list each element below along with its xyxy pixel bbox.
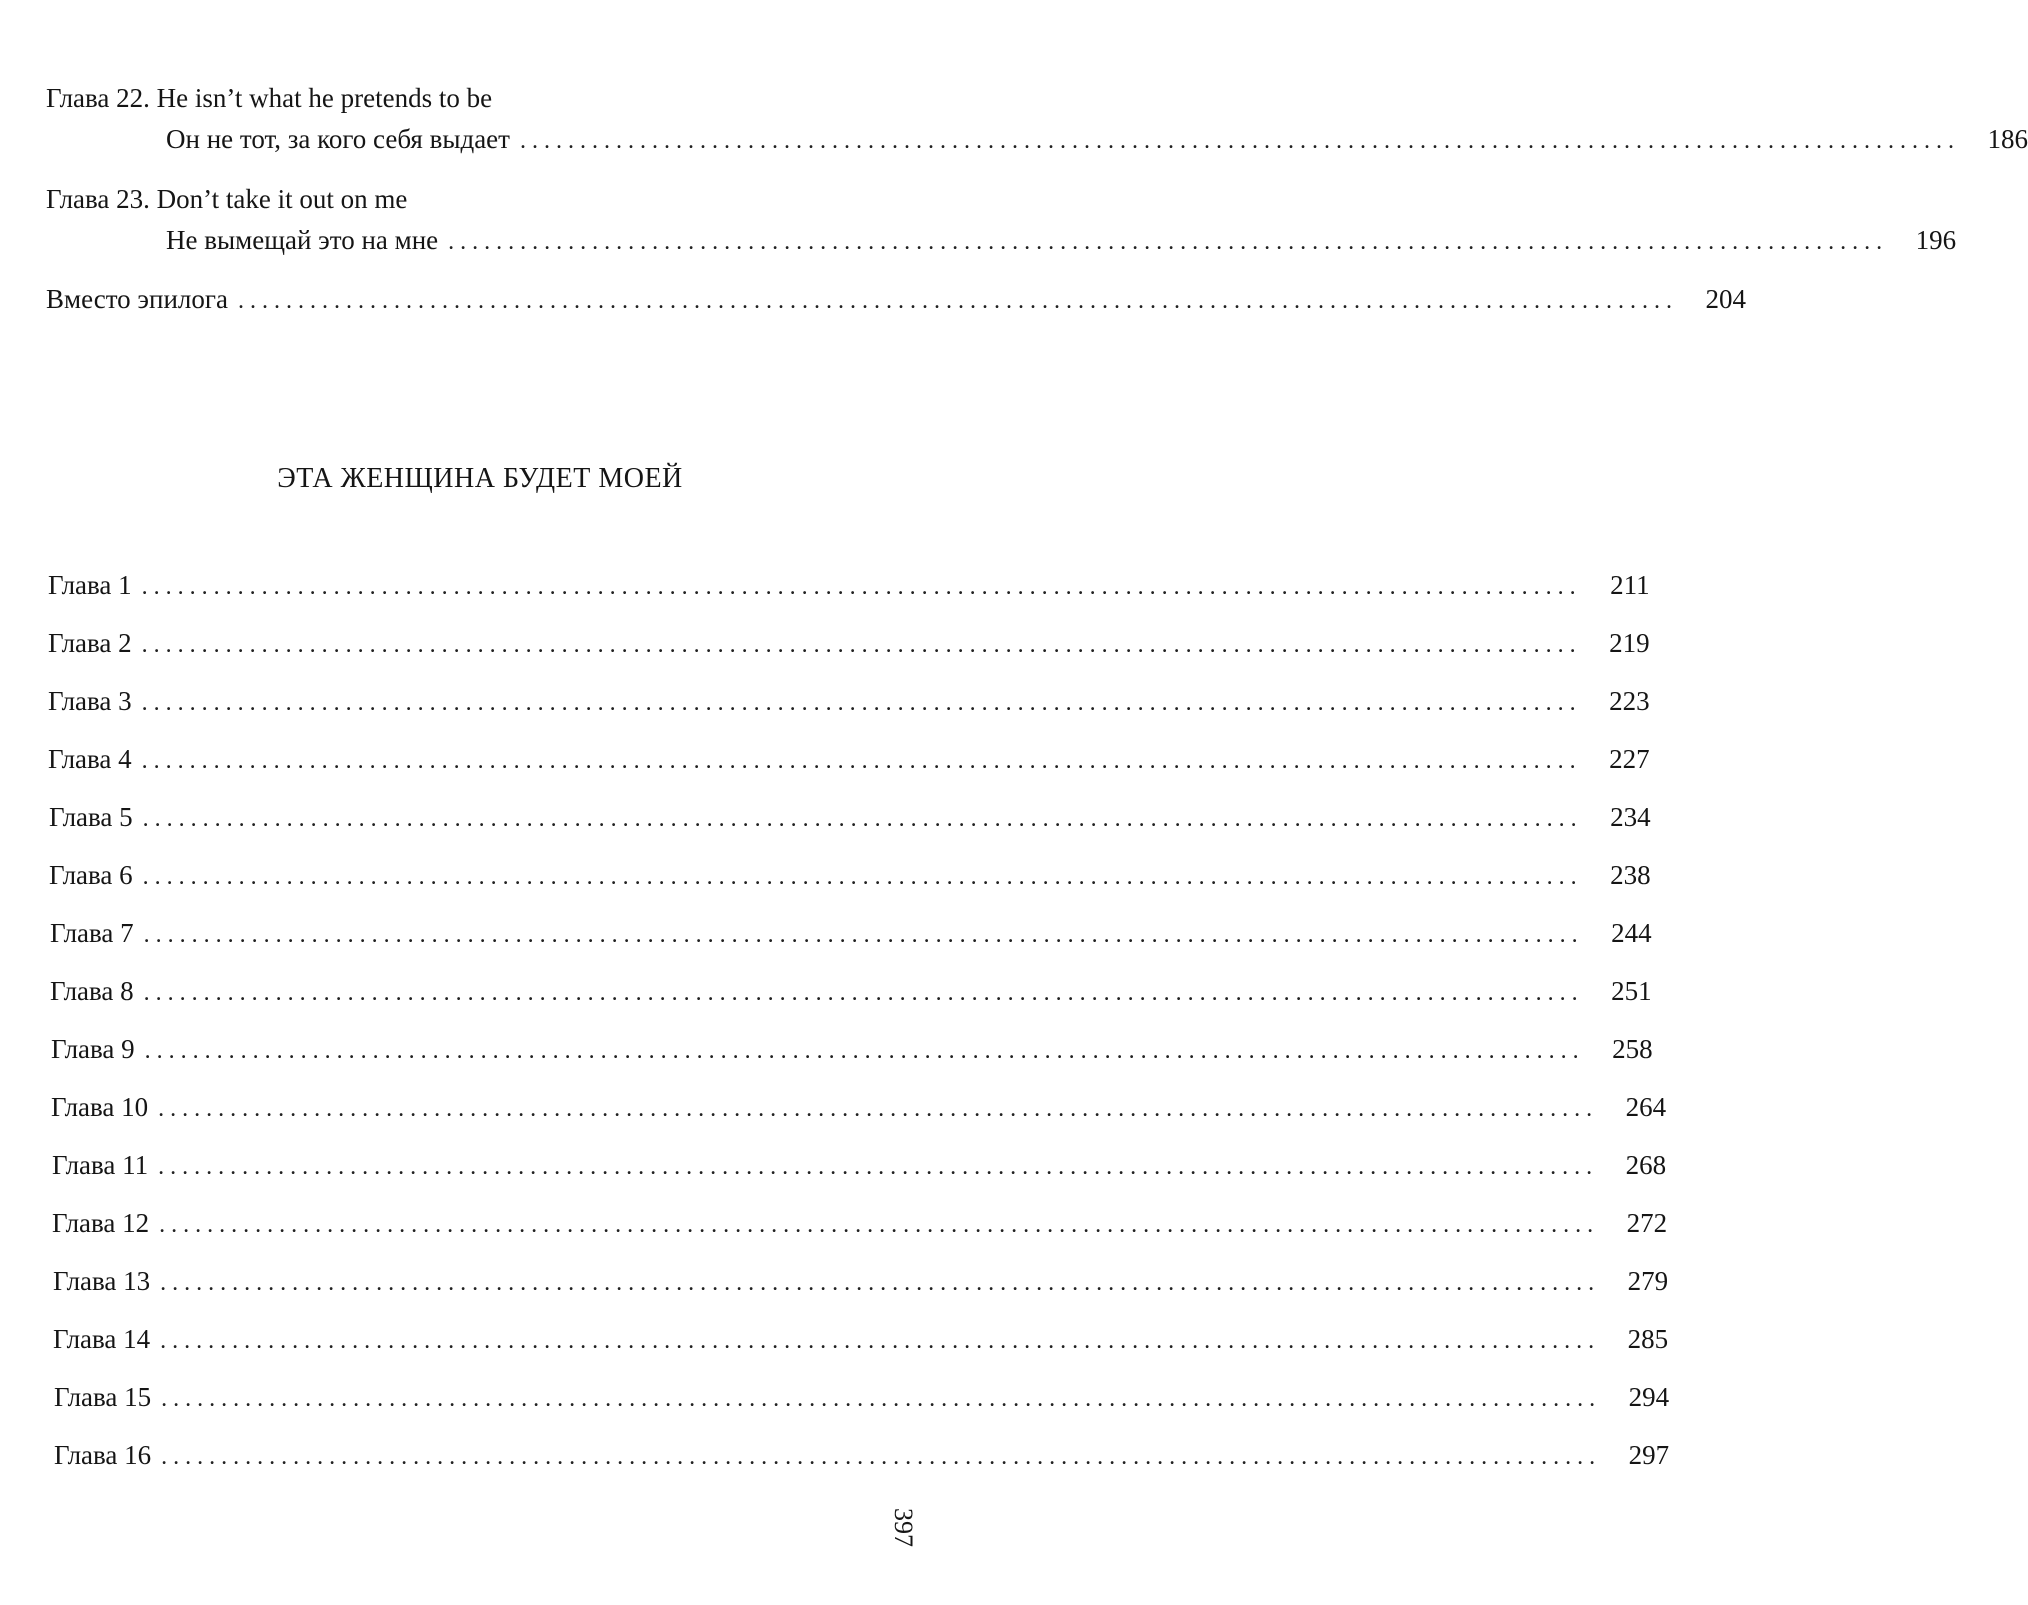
toc-chapter-22-heading	[46, 81, 492, 115]
dot-leader: ........................................................................................................................	[144, 1038, 1585, 1064]
chapter-label: Глава 1	[48, 570, 132, 600]
toc-entry	[54, 1438, 1670, 1474]
chapter-label: Глава 9	[51, 1034, 135, 1064]
toc-entry	[49, 800, 1651, 836]
chapter-label: Глава 2	[48, 628, 132, 658]
dot-leader: ........................................................................................................................	[141, 748, 1582, 774]
chapter-page-number: 244	[1611, 918, 1652, 948]
chapter-page-number: 211	[1610, 570, 1650, 600]
epilogue-page-number: 204	[1705, 284, 1746, 314]
toc-entry	[53, 1264, 1669, 1300]
chapter-page-number: 238	[1610, 860, 1651, 890]
chapter-page-number: 223	[1609, 686, 1650, 716]
chapter-label: Глава 6	[49, 860, 133, 890]
dot-leader: ........................................................................................................................	[141, 690, 1582, 716]
dot-leader: ........................................................................................................................	[161, 1444, 1602, 1470]
toc-entry	[50, 974, 1652, 1010]
dot-leader: ........................................................................................................................	[161, 1386, 1602, 1412]
chapter-22-page-number: 186	[1987, 124, 2028, 154]
dot-leader: ........................................................................................................................	[141, 632, 1582, 658]
dot-leader: ........................................................................................................................	[160, 1328, 1601, 1354]
dot-leader: ........................................................................................................................	[159, 1212, 1600, 1238]
page-number: 397	[889, 1508, 918, 1547]
chapter-23-page-number: 196	[1915, 225, 1957, 255]
dot-leader: ........................................................................................................................	[141, 574, 1582, 600]
chapter-page-number: 234	[1610, 802, 1651, 832]
chapter-page-number: 258	[1612, 1034, 1653, 1064]
chapter-label: Глава 5	[49, 802, 133, 832]
chapter-page-number: 279	[1627, 1266, 1669, 1296]
chapter-page-number: 219	[1609, 628, 1650, 658]
chapter-page-number: 251	[1611, 976, 1652, 1006]
chapter-label: Глава 16	[54, 1440, 152, 1470]
toc-entry	[53, 1322, 1669, 1358]
toc-entry	[48, 742, 1650, 778]
dot-leader: ........................................................................................................................	[158, 1154, 1599, 1180]
chapter-label: Глава 10	[51, 1092, 149, 1122]
toc-entry-chapter-22	[166, 122, 2028, 158]
toc-entry	[51, 1090, 1667, 1126]
chapter-label: Глава 4	[48, 744, 132, 774]
chapter-label: Глава 12	[52, 1208, 150, 1238]
toc-entry	[48, 684, 1650, 720]
chapter-22-prefix: Глава 22.	[46, 83, 150, 113]
dot-leader: ........................................................................................................................	[142, 806, 1583, 832]
toc-chapter-23-heading	[46, 182, 407, 216]
chapter-page-number: 294	[1628, 1382, 1670, 1412]
chapter-page-number: 272	[1626, 1208, 1668, 1238]
chapter-page-number: 285	[1627, 1324, 1669, 1354]
chapter-page-number: 297	[1628, 1440, 1670, 1470]
chapter-page-number: 227	[1609, 744, 1650, 774]
toc-entry	[48, 626, 1650, 662]
chapter-label: Глава 15	[54, 1382, 152, 1412]
toc-entry	[51, 1032, 1653, 1068]
toc-entry	[49, 858, 1651, 894]
toc-entry	[54, 1380, 1670, 1416]
chapter-label: Глава 3	[48, 686, 132, 716]
toc-entry	[48, 568, 1650, 604]
toc-entry	[52, 1148, 1667, 1184]
chapter-23-prefix: Глава 23.	[46, 184, 150, 214]
dot-leader: ........................................................................................................................	[158, 1096, 1599, 1122]
chapter-label: Глава 7	[50, 918, 134, 948]
dot-leader: ........................................................................................................................	[142, 864, 1583, 890]
dot-leader: ........................................................................................................................	[519, 128, 1960, 154]
chapter-label: Глава 8	[50, 976, 134, 1006]
dot-leader: ........................................................................................................................	[160, 1270, 1601, 1296]
chapter-label: Глава 13	[53, 1266, 151, 1296]
toc-entry	[52, 1206, 1668, 1242]
toc-entry-chapter-23	[166, 223, 1957, 259]
chapter-label: Глава 14	[53, 1324, 151, 1354]
section-title: ЭТА ЖЕНЩИНА БУДЕТ МОЕЙ	[277, 463, 683, 494]
chapter-23-russian-title: Не вымещай это на мне	[166, 225, 439, 255]
toc-entry-epilogue	[46, 282, 1746, 318]
chapter-23-english-title: Don’t take it out on me	[156, 184, 408, 214]
dot-leader: ........................................................................................................................	[143, 980, 1584, 1006]
chapter-label: Глава 11	[52, 1150, 149, 1180]
dot-leader: ........................................................................................................................	[143, 922, 1584, 948]
dot-leader: ........................................................................................................................	[448, 229, 1889, 255]
toc-entry	[50, 916, 1652, 952]
chapter-page-number: 268	[1625, 1150, 1667, 1180]
epilogue-label: Вместо эпилога	[46, 284, 228, 314]
dot-leader: ........................................................................................................................	[237, 288, 1678, 314]
chapter-page-number: 264	[1625, 1092, 1667, 1122]
chapter-22-english-title: He isn’t what he pretends to be	[156, 83, 493, 113]
chapter-22-russian-title: Он не тот, за кого себя выдает	[166, 124, 510, 154]
